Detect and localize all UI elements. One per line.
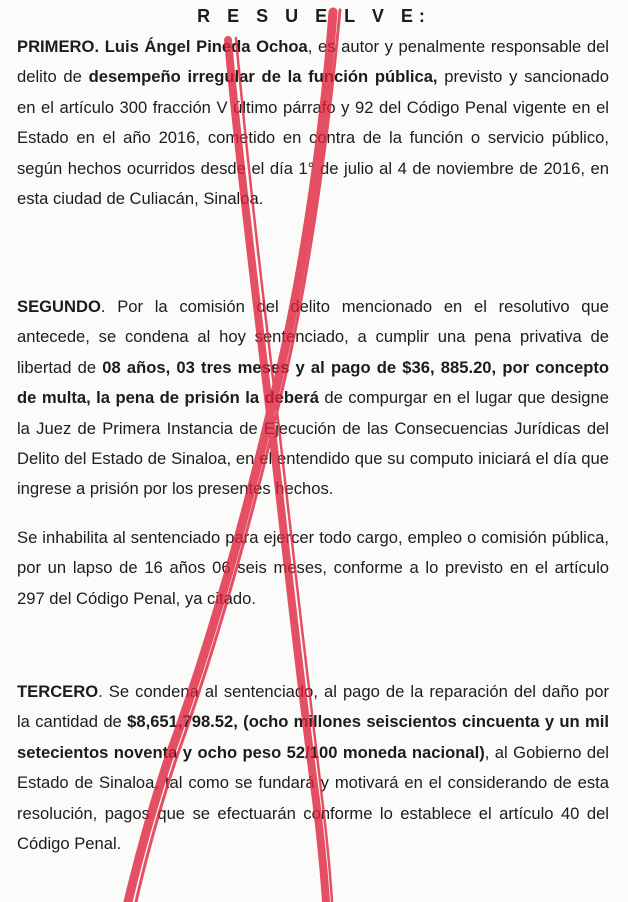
tercero-text-1: . Se condena al sentenciado, al pago de la reparación del daño por la cantidad de [17,682,609,732]
primero-text-2: previsto y sancionado en el artículo 300 fracción V último párrafo y 92 del Código Penal vigente en el Estado en el año 2016, cometido en contra de la función o servicio público, según hechos ocurridos desde el día 1° de julio al 4 de noviembre de 2016, en esta ciudad de Culiacán, Sinaloa. [17,67,609,209]
segundo-label: SEGUNDO [17,297,101,316]
tercero-text-2: , al Gobierno del Estado de Sinaloa, tal como se fundará y motivará en el considerando de esta resolución, pagos que se efectuarán conforme lo establece el artículo 40 del Código Penal. [17,742,609,854]
primero-text-1: , es autor y penalmente responsable del delito de [17,37,609,87]
segundo-text-1: . Por la comisión del delito mencionado en el resolutivo que antecede, se condena al hoy sentenciado, a cumplir una pena privativa de libertad de [17,297,609,377]
resolution-heading: R E S U E L V E: [197,6,431,26]
defendant-name: Luis Ángel Pineda Ochoa [104,37,308,56]
crime-name: desempeño irregular de la función pública, [88,67,438,87]
resolutivo-primero [17,32,609,214]
resolutivo-segundo [17,292,609,505]
inhabilitation-paragraph: Se inhabilita al sentenciado para ejercer todo cargo, empleo o comisión pública, por un lapso de 16 años 06 seis meses, conforme a lo previsto en el artículo 297 del Código Penal, ya citado. [17,528,609,608]
segundo-text-2: de compurgar en el lugar que designe la Juez de Primera Instancia de Ejecución de las Consecuencias Jurídicas del Delito del Estado de Sinaloa, en el entendido que su computo iniciará el día que ingrese a prisión por los presentes hechos. [17,388,609,499]
tercero-label: TERCERO [17,682,99,701]
primero-label: PRIMERO. [17,37,100,56]
resolutivo-tercero [17,677,609,859]
reparation-amount: $8,651,798.52, (ocho millones seiscientos cincuenta y un mil setecientos noventa y ocho peso 52/100 moneda nacional) [17,712,609,762]
penalty-text: 08 años, 03 tres meses y al pago de $36, 885.20, por concepto de multa, la pena de prisión la deberá [17,357,609,408]
